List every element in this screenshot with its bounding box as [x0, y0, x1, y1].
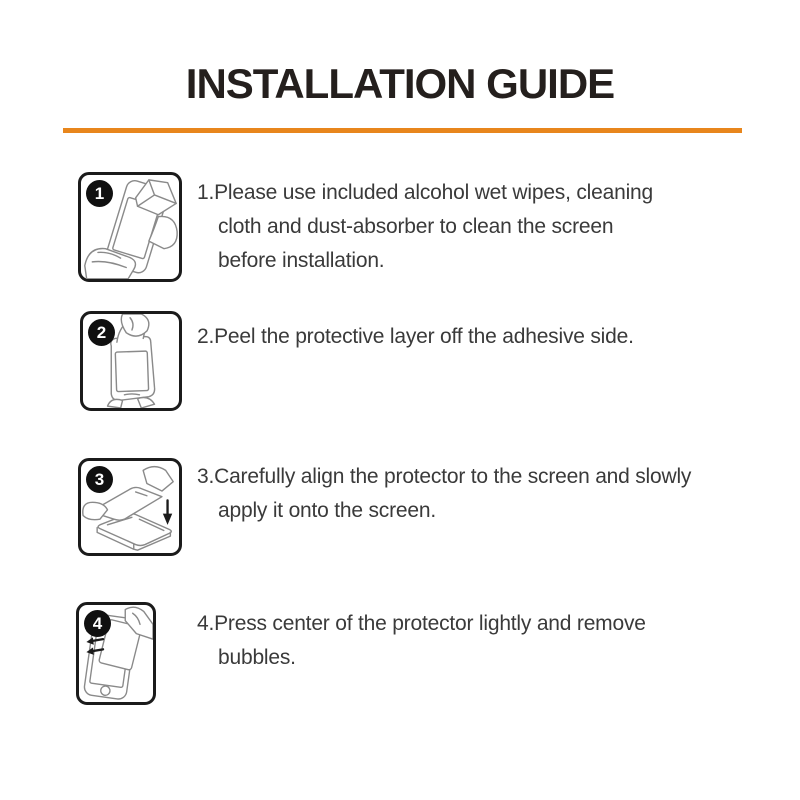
- step-2-line-1: 2.Peel the protective layer off the adhesive side.: [197, 325, 634, 348]
- step-1-number-badge: 1: [86, 180, 113, 207]
- step-4-text: [197, 607, 762, 675]
- step-4-number-badge: 4: [84, 610, 111, 637]
- step-2-illustration-box: [80, 311, 182, 411]
- step-1-line-1: 1.Please use included alcohol wet wipes, cleaning: [197, 181, 653, 204]
- step-4-line-2: bubbles.: [218, 646, 296, 669]
- step-3-text: [197, 460, 762, 528]
- step-1-line-2: cloth and dust-absorber to clean the screen: [218, 215, 614, 238]
- step-4-illustration-box: [76, 602, 156, 705]
- step-3-line-2: apply it onto the screen.: [218, 499, 436, 522]
- step-3-line-1: 3.Carefully align the protector to the screen and slowly: [197, 465, 692, 488]
- title-divider-rule: [63, 128, 742, 133]
- step-3-number-badge: 3: [86, 466, 113, 493]
- step-2-text: [197, 320, 762, 354]
- step-3-illustration-box: [78, 458, 182, 556]
- step-4-line-1: 4.Press center of the protector lightly and remove: [197, 612, 646, 635]
- page-title: INSTALLATION GUIDE: [185, 60, 615, 107]
- step-2-number-badge: 2: [88, 319, 115, 346]
- step-1-text: [197, 176, 762, 278]
- step-1-line-3: before installation.: [218, 249, 385, 272]
- step-1-illustration-box: [78, 172, 182, 282]
